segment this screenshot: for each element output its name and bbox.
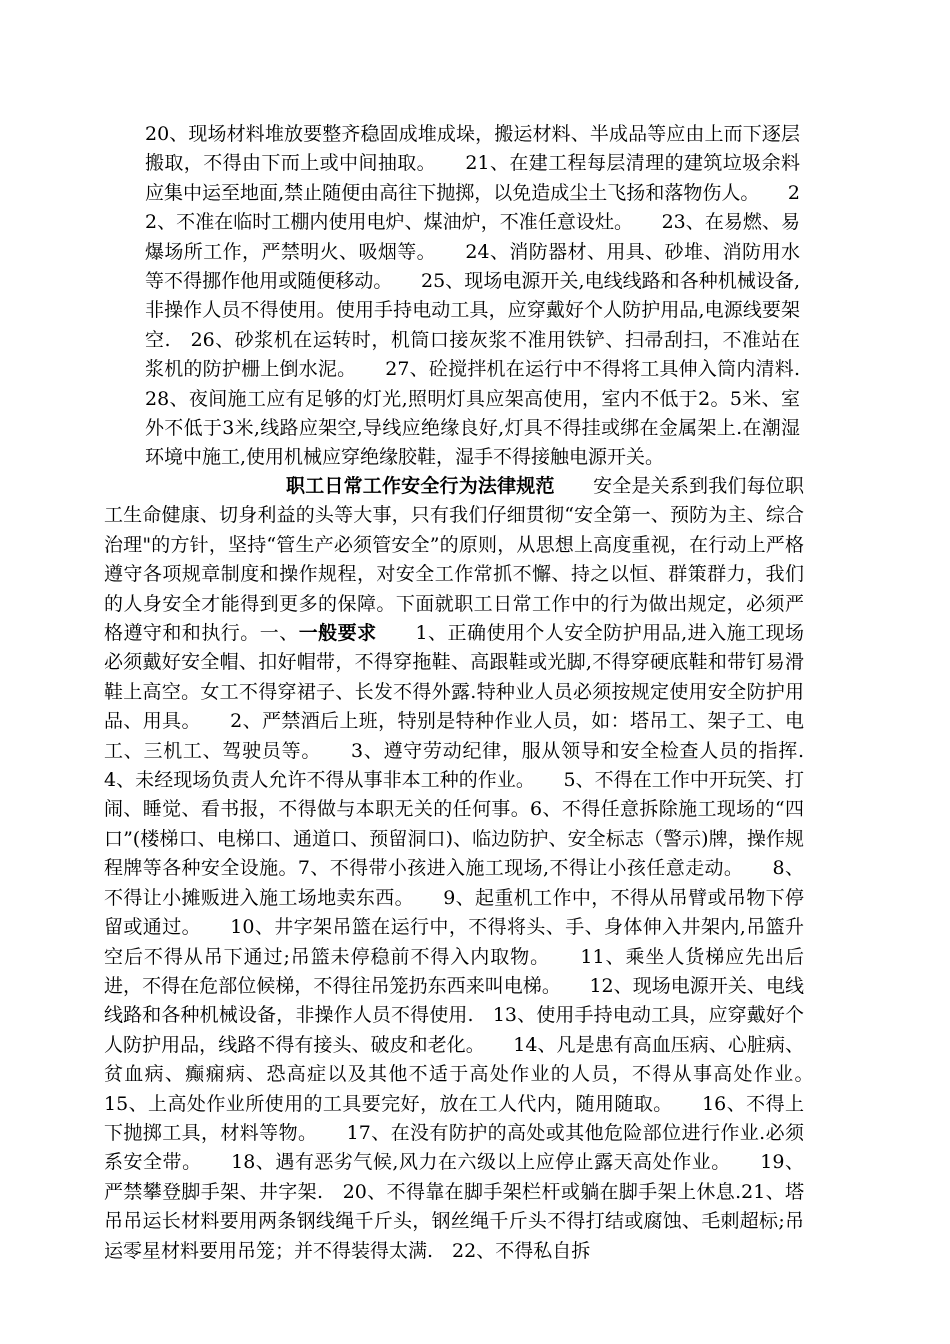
section-title: 职工日常工作安全行为法律规范	[286, 475, 555, 497]
site-rules-text: 20、现场材料堆放要整齐稳固成堆成垛，搬运材料、半成品等应由上而下逐层搬取，不得由下而上或中间抽取。 21、在建工程每层清理的建筑垃圾余料应集中运至地面,禁止随便由高往下抛掷，以免造成尘土飞扬和落物伤人。 22、不准在临时工棚内使用电炉、煤油炉，不准任意设灶。 23、在易燃、易爆场所工作，严禁明火、吸烟等。 24、消防器材、用具、砂堆、消防用水等不得挪作他用或随便移动。 25、现场电源开关,电线线路和各种机械设备,非操作人员不得使用。使用手持电动工具，应穿戴好个人防护用品,电源线要架空. 26、砂浆机在运转时，机筒口接灰浆不准用铁铲、扫帚刮扫，不准站在浆机的防护栅上倒水泥。 27、砼搅拌机在运行中不得将工具伸入筒内清料. 28、夜间施工应有足够的灯光,照明灯具应架高使用，室内不低于2。5米、室外不低于3米,线路应架空,导线应绝缘良好,灯具不得挂或绑在金属架上.在潮湿环境中施工,使用机械应穿绝缘胶鞋，湿手不得接触电源开关。	[145, 123, 820, 469]
section-heading-general: 一般要求	[298, 622, 377, 645]
spacer	[104, 475, 286, 497]
rules-text: 1、正确使用个人安全防护用品,进入施工现场必须戴好安全帽、扣好帽带，不得穿拖鞋、高跟鞋或光脚,不得穿硬底鞋和带钉易滑鞋上高空。女工不得穿裙子、长发不得外露.特种业人员必须按规定使用安全防护用品、用具。 2、严禁酒后上班，特别是特种作业人员，如：塔吊工、架子工、电工、三机工、驾驶员等。 3、遵守劳动纪律，服从领导和安全检查人员的指挥. 4、未经现场负责人允许不得从事非本工种的作业。 5、不得在工作中开玩笑、打闹、睡觉、看书报，不得做与本职无关的任何事。6、不得任意拆除施工现场的“四口”(楼梯口、电梯口、通道口、预留洞口)、临边防护、安全标志（警示)牌，操作规程牌等各种安全设施。7、不得带小孩进入施工现场,不得让小孩任意走动。 8、不得让小摊贩进入施工场地卖东西。 9、起重机工作中，不得从吊臂或吊物下停留或通过。 10、井字架吊篮在运行中，不得将头、手、身体伸入井架内,吊篮升空后不得从吊下通过;吊篮未停稳前不得入内取物。 11、乘坐人货梯应先出后进，不得在危部位候梯，不得往吊笼扔东西来叫电梯。 12、现场电源开关、电线线路和各种机械设备，非操作人员不得使用. 13、使用手持电动工具，应穿戴好个人防护用品，线路不得有接头、破皮和老化。 14、凡是患有高血压病、心脏病、贫血病、癫痫病、恐高症以及其他不适于高处作业的人员，不得从事高处作业。 15、上高处作业所使用的工具要完好，放在工人代内，随用随取。 16、不得上下抛掷工具，材料等物。 17、在没有防护的高处或其他危险部位进行作业.必须系安全带。 18、遇有恶劣气候,风力在六级以上应停止露天高处作业。 19、严禁攀登脚手架、井字架. 20、不得靠在脚手架栏杆或躺在脚手架上休息.21、塔吊吊运长材料要用两条钢线绳千斤头，钢丝绳千斤头不得打结或腐蚀、毛刺超标;吊运零星材料要用吊笼；并不得装得太满. 22、不得私自拆	[104, 622, 843, 1262]
paragraph-site-rules	[145, 120, 820, 473]
intro-text: 安全是关系到我们每位职工生命健康、切身利益的头等大事，只有我们仔细贯彻“安全第一、预防为主、综合治理"的方针，坚持“管生产必须管安全”的原则，从思想上高度重视，在行动上严格遵守各项规章制度和操作规程，对安全工作常抓不懈、持之以恒、群策群力，我们的人身安全才能得到更多的保障。下面就职工日常工作中的行为做出规定，必须严格遵守和和执行。一、	[104, 475, 804, 645]
paragraph-safety-code	[104, 472, 843, 1266]
